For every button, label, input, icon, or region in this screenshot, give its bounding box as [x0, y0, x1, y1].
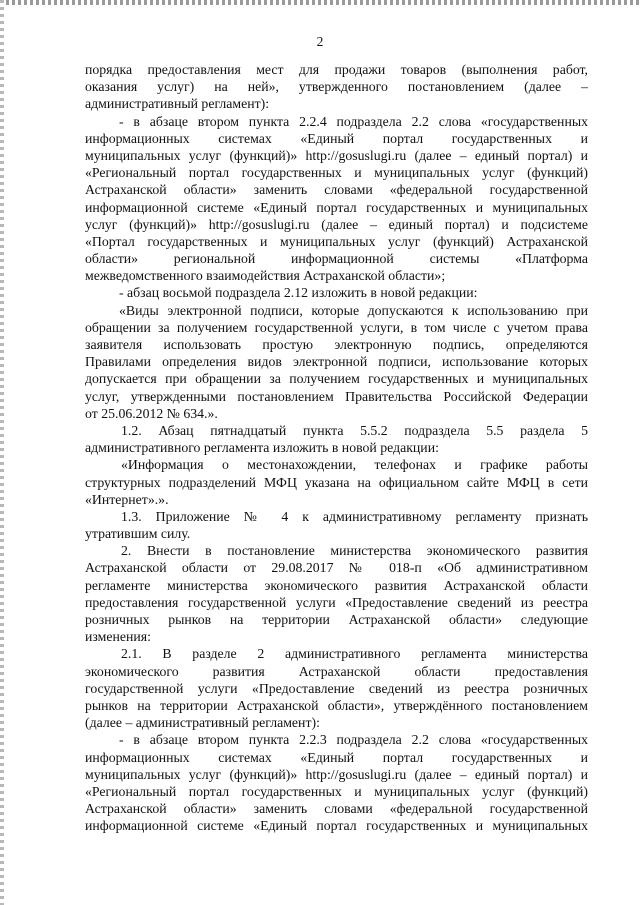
- text-line: Астраханской области от 29.08.2017 № 018-п «Об административном: [85, 560, 588, 576]
- text-line: области» региональной информационной системы «Платформа: [85, 251, 588, 267]
- text-line: утратившим силу.: [85, 526, 191, 542]
- text-line: структурных подразделений МФЦ указана на официальном сайте МФЦ в сети: [85, 474, 588, 490]
- text-line: заявителя использовать простую электронную подпись, определяются: [85, 337, 588, 352]
- text-line: «Интернет».».: [85, 491, 169, 507]
- text-line: допускается при обращении за получением государственных и муниципальных: [85, 371, 588, 387]
- text-line: административного регламента изложить в новой редакции:: [85, 440, 439, 456]
- text-line: оказания услуг) на ней», утвержденного постановлением (далее –: [85, 79, 588, 95]
- text-line: 2. Внести в постановление министерства экономического развития: [121, 543, 588, 559]
- text-line: - в абзаце втором пункта 2.2.4 подраздела 2.2 слова «государственных: [119, 113, 588, 129]
- text-line: изменения:: [85, 629, 151, 645]
- text-line: услуг, утвержденными постановлением Правительства Российской Федерации: [85, 388, 588, 404]
- text-line: информационных системах «Единый портал государственных и: [85, 130, 588, 146]
- text-line: розничных рынков на территории Астраханской области» следующие: [85, 612, 588, 627]
- text-line: информационной системе «Единый портал государственных и муниципальных: [85, 818, 588, 834]
- text-line: рынков на территории Астраханской области», утверждённого постановлением: [85, 697, 588, 713]
- text-line: «Информация о местонахождении, телефонах и графике работы: [121, 457, 588, 473]
- text-line: обращении за получением государственной услуги, в том числе с учетом права: [85, 319, 588, 335]
- text-line: предоставления государственной услуги «Предоставление сведений из реестра: [85, 594, 588, 610]
- text-line: Правилами определения видов электронной подписи, использование которых: [85, 354, 588, 370]
- text-line: информационной системе «Единый портал государственных и муниципальных: [85, 199, 588, 215]
- text-line: услуг (функций)» http://gosuslugi.ru (далее – единый портал) и подсистеме: [85, 216, 588, 232]
- scan-edge-top: [0, 0, 640, 5]
- text-line: 1.2. Абзац пятнадцатый пункта 5.5.2 подраздела 5.5 раздела 5: [121, 422, 588, 438]
- text-line: «Виды электронной подписи, которые допускаются к использованию при: [119, 302, 588, 318]
- text-line: межведомственного взаимодействия Астраханской области»;: [85, 268, 446, 284]
- text-line: Астраханской области» заменить словами «федеральной государственной: [85, 801, 588, 817]
- text-line: - в абзаце втором пункта 2.2.3 подраздела 2.2 слова «государственных: [119, 732, 588, 748]
- text-line: Астраханской области» заменить словами «федеральной государственной: [85, 182, 588, 198]
- text-line: «Региональный портал государственных и муниципальных услуг (функций): [85, 783, 588, 799]
- text-line: 1.3. Приложение № 4 к административному регламенту признать: [121, 508, 588, 524]
- text-line: регламенте министерства экономического развития Астраханской области: [85, 577, 588, 593]
- text-line: экономического развития Астраханской области предоставления: [85, 663, 588, 679]
- text-line: «Портал государственных и муниципальных услуг (функций) Астраханской: [85, 233, 588, 249]
- text-line: муниципальных услуг (функций)» http://gosuslugi.ru (далее – единый портал) и: [85, 147, 588, 163]
- text-line: - абзац восьмой подраздела 2.12 изложить в новой редакции:: [119, 285, 478, 301]
- page-number: 2: [316, 34, 324, 49]
- text-line: административный регламент):: [85, 96, 270, 112]
- text-line: порядка предоставления мест для продажи товаров (выполнения работ,: [85, 62, 588, 77]
- text-line: «Региональный портал государственных и муниципальных услуг (функций): [85, 165, 588, 181]
- text-line: от 25.06.2012 № 634.».: [85, 405, 218, 421]
- text-line: информационных системах «Единый портал государственных и: [85, 749, 588, 765]
- scan-edge-left: [0, 0, 4, 905]
- text-line: 2.1. В разделе 2 административного регламента министерства: [121, 646, 588, 662]
- text-line: муниципальных услуг (функций)» http://gosuslugi.ru (далее – единый портал) и: [85, 766, 588, 782]
- document-body: [85, 61, 588, 834]
- text-line: государственной услуги «Предоставление сведений из реестра розничных: [85, 680, 588, 696]
- text-line: (далее – административный регламент):: [85, 715, 320, 731]
